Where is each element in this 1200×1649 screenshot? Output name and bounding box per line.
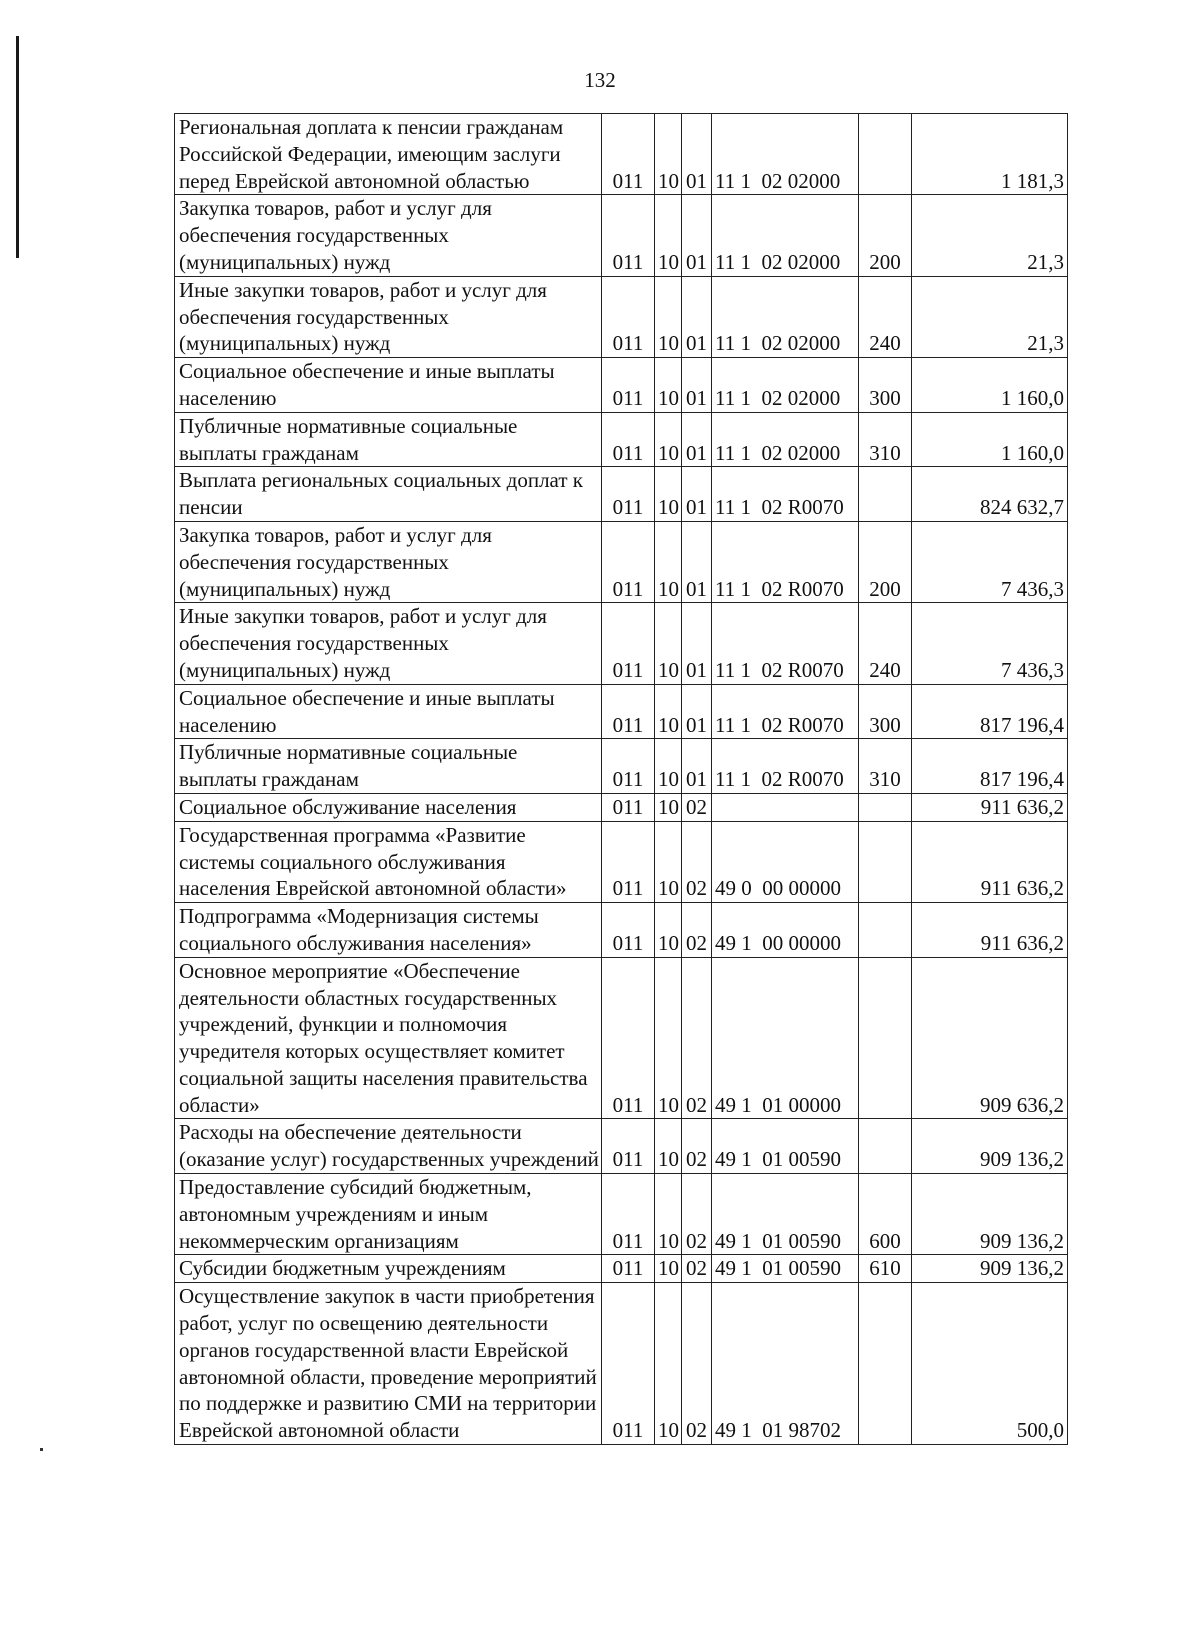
subsection-code-cell: 01 (682, 521, 712, 602)
target-article-code-cell: 49 1 01 00590 (712, 1119, 859, 1174)
section-code-cell: 10 (655, 467, 682, 522)
subsection-code-cell: 01 (682, 739, 712, 794)
subsection-code-cell: 02 (682, 903, 712, 958)
expense-name-cell: Осуществление закупок в части приобретения работ, услуг по освещению деятельности органов государственной власти Еврейской автономной области, проведение мероприятий по поддержке и развитию СМИ на территории Еврейской автономной области (175, 1283, 602, 1445)
table-row (175, 793, 1068, 821)
table-row (175, 467, 1068, 522)
amount-cell: 909 136,2 (912, 1174, 1068, 1255)
ministry-code-cell: 011 (602, 276, 655, 357)
expense-type-code-cell: 240 (859, 276, 912, 357)
table-row (175, 195, 1068, 276)
section-code-cell: 10 (655, 195, 682, 276)
target-article-code-cell: 49 1 01 00590 (712, 1255, 859, 1283)
target-article-code-cell: 11 1 02 02000 (712, 114, 859, 195)
table-row (175, 521, 1068, 602)
expense-name-cell: Иные закупки товаров, работ и услуг для обеспечения государственных (муниципальных) нужд (175, 276, 602, 357)
expense-name-cell: Государственная программа «Развитие системы социального обслуживания населения Еврейской автономной области» (175, 821, 602, 902)
expense-type-code-cell (859, 1283, 912, 1445)
expense-type-code-cell (859, 114, 912, 195)
ministry-code-cell: 011 (602, 1255, 655, 1283)
target-article-code-cell: 49 0 00 00000 (712, 821, 859, 902)
table-row (175, 1119, 1068, 1174)
expense-type-code-cell (859, 467, 912, 522)
expense-name-cell: Социальное обслуживание населения (175, 793, 602, 821)
ministry-code-cell: 011 (602, 1283, 655, 1445)
subsection-code-cell: 02 (682, 821, 712, 902)
expense-name-cell: Региональная доплата к пенсии гражданам Российской Федерации, имеющим заслуги перед Еврейской автономной областью (175, 114, 602, 195)
target-article-code-cell: 11 1 02 02000 (712, 276, 859, 357)
expense-type-code-cell (859, 1119, 912, 1174)
expense-name-cell: Иные закупки товаров, работ и услуг для обеспечения государственных (муниципальных) нужд (175, 603, 602, 684)
section-code-cell: 10 (655, 684, 682, 739)
section-code-cell: 10 (655, 521, 682, 602)
subsection-code-cell: 01 (682, 358, 712, 413)
ministry-code-cell: 011 (602, 739, 655, 794)
section-code-cell: 10 (655, 957, 682, 1119)
subsection-code-cell: 01 (682, 467, 712, 522)
table-row (175, 957, 1068, 1119)
expense-name-cell: Социальное обеспечение и иные выплаты населению (175, 684, 602, 739)
subsection-code-cell: 02 (682, 1255, 712, 1283)
amount-cell: 911 636,2 (912, 821, 1068, 902)
target-article-code-cell: 49 1 01 00000 (712, 957, 859, 1119)
expense-name-cell: Расходы на обеспечение деятельности (оказание услуг) государственных учреждений (175, 1119, 602, 1174)
table-row (175, 1174, 1068, 1255)
expense-name-cell: Публичные нормативные социальные выплаты гражданам (175, 739, 602, 794)
expense-type-code-cell (859, 957, 912, 1119)
section-code-cell: 10 (655, 276, 682, 357)
table-row (175, 1283, 1068, 1445)
section-code-cell: 10 (655, 1255, 682, 1283)
amount-cell: 909 636,2 (912, 957, 1068, 1119)
target-article-code-cell: 11 1 02 R0070 (712, 684, 859, 739)
amount-cell: 7 436,3 (912, 603, 1068, 684)
expense-name-cell: Предоставление субсидий бюджетным, автономным учреждениям и иным некоммерческим организациям (175, 1174, 602, 1255)
expense-name-cell: Подпрограмма «Модернизация системы социального обслуживания населения» (175, 903, 602, 958)
target-article-code-cell: 49 1 01 98702 (712, 1283, 859, 1445)
expense-name-cell: Закупка товаров, работ и услуг для обеспечения государственных (муниципальных) нужд (175, 195, 602, 276)
amount-cell: 21,3 (912, 195, 1068, 276)
subsection-code-cell: 01 (682, 195, 712, 276)
subsection-code-cell: 01 (682, 412, 712, 467)
target-article-code-cell: 49 1 01 00590 (712, 1174, 859, 1255)
amount-cell: 500,0 (912, 1283, 1068, 1445)
section-code-cell: 10 (655, 903, 682, 958)
ministry-code-cell: 011 (602, 793, 655, 821)
ministry-code-cell: 011 (602, 821, 655, 902)
section-code-cell: 10 (655, 793, 682, 821)
table-row (175, 1255, 1068, 1283)
amount-cell: 817 196,4 (912, 739, 1068, 794)
subsection-code-cell: 01 (682, 276, 712, 357)
section-code-cell: 10 (655, 358, 682, 413)
target-article-code-cell: 11 1 02 02000 (712, 358, 859, 413)
amount-cell: 1 181,3 (912, 114, 1068, 195)
expense-type-code-cell: 310 (859, 739, 912, 794)
amount-cell: 911 636,2 (912, 903, 1068, 958)
ministry-code-cell: 011 (602, 957, 655, 1119)
expense-name-cell: Социальное обеспечение и иные выплаты населению (175, 358, 602, 413)
amount-cell: 909 136,2 (912, 1255, 1068, 1283)
amount-cell: 817 196,4 (912, 684, 1068, 739)
expense-name-cell: Публичные нормативные социальные выплаты гражданам (175, 412, 602, 467)
expense-type-code-cell: 200 (859, 521, 912, 602)
expense-type-code-cell (859, 903, 912, 958)
target-article-code-cell: 11 1 02 R0070 (712, 603, 859, 684)
subsection-code-cell: 01 (682, 114, 712, 195)
table-row (175, 821, 1068, 902)
amount-cell: 824 632,7 (912, 467, 1068, 522)
ministry-code-cell: 011 (602, 521, 655, 602)
target-article-code-cell: 11 1 02 R0070 (712, 739, 859, 794)
section-code-cell: 10 (655, 821, 682, 902)
amount-cell: 21,3 (912, 276, 1068, 357)
subsection-code-cell: 02 (682, 1283, 712, 1445)
expense-type-code-cell: 300 (859, 358, 912, 413)
table-row (175, 903, 1068, 958)
ministry-code-cell: 011 (602, 358, 655, 413)
expense-type-code-cell: 600 (859, 1174, 912, 1255)
expense-type-code-cell: 300 (859, 684, 912, 739)
section-code-cell: 10 (655, 114, 682, 195)
ministry-code-cell: 011 (602, 903, 655, 958)
table-row (175, 739, 1068, 794)
table-row (175, 684, 1068, 739)
target-article-code-cell (712, 793, 859, 821)
amount-cell: 909 136,2 (912, 1119, 1068, 1174)
expense-name-cell: Основное мероприятие «Обеспечение деятельности областных государственных учреждений, функции и полномочия учредителя которых осуществляет комитет социальной защиты населения правительства области» (175, 957, 602, 1119)
section-code-cell: 10 (655, 739, 682, 794)
target-article-code-cell: 11 1 02 R0070 (712, 521, 859, 602)
amount-cell: 1 160,0 (912, 358, 1068, 413)
budget-table (174, 113, 1068, 1445)
ministry-code-cell: 011 (602, 603, 655, 684)
ministry-code-cell: 011 (602, 412, 655, 467)
table-row (175, 358, 1068, 413)
scan-speck (40, 1448, 43, 1451)
expense-type-code-cell: 200 (859, 195, 912, 276)
section-code-cell: 10 (655, 1119, 682, 1174)
expense-type-code-cell: 610 (859, 1255, 912, 1283)
subsection-code-cell: 01 (682, 684, 712, 739)
target-article-code-cell: 11 1 02 02000 (712, 412, 859, 467)
table-row (175, 114, 1068, 195)
section-code-cell: 10 (655, 1283, 682, 1445)
amount-cell: 7 436,3 (912, 521, 1068, 602)
subsection-code-cell: 02 (682, 793, 712, 821)
page-number: 132 (584, 68, 616, 92)
ministry-code-cell: 011 (602, 114, 655, 195)
expense-name-cell: Выплата региональных социальных доплат к пенсии (175, 467, 602, 522)
expense-type-code-cell: 240 (859, 603, 912, 684)
budget-table-body (175, 114, 1068, 1445)
ministry-code-cell: 011 (602, 1119, 655, 1174)
ministry-code-cell: 011 (602, 467, 655, 522)
section-code-cell: 10 (655, 1174, 682, 1255)
section-code-cell: 10 (655, 603, 682, 684)
amount-cell: 1 160,0 (912, 412, 1068, 467)
table-row (175, 412, 1068, 467)
expense-type-code-cell (859, 821, 912, 902)
expense-type-code-cell: 310 (859, 412, 912, 467)
target-article-code-cell: 11 1 02 R0070 (712, 467, 859, 522)
amount-cell: 911 636,2 (912, 793, 1068, 821)
section-code-cell: 10 (655, 412, 682, 467)
ministry-code-cell: 011 (602, 1174, 655, 1255)
subsection-code-cell: 02 (682, 1119, 712, 1174)
subsection-code-cell: 02 (682, 957, 712, 1119)
table-row (175, 276, 1068, 357)
subsection-code-cell: 02 (682, 1174, 712, 1255)
target-article-code-cell: 49 1 00 00000 (712, 903, 859, 958)
expense-name-cell: Закупка товаров, работ и услуг для обеспечения государственных (муниципальных) нужд (175, 521, 602, 602)
ministry-code-cell: 011 (602, 684, 655, 739)
expense-type-code-cell (859, 793, 912, 821)
target-article-code-cell: 11 1 02 02000 (712, 195, 859, 276)
ministry-code-cell: 011 (602, 195, 655, 276)
subsection-code-cell: 01 (682, 603, 712, 684)
table-row (175, 603, 1068, 684)
expense-name-cell: Субсидии бюджетным учреждениям (175, 1255, 602, 1283)
